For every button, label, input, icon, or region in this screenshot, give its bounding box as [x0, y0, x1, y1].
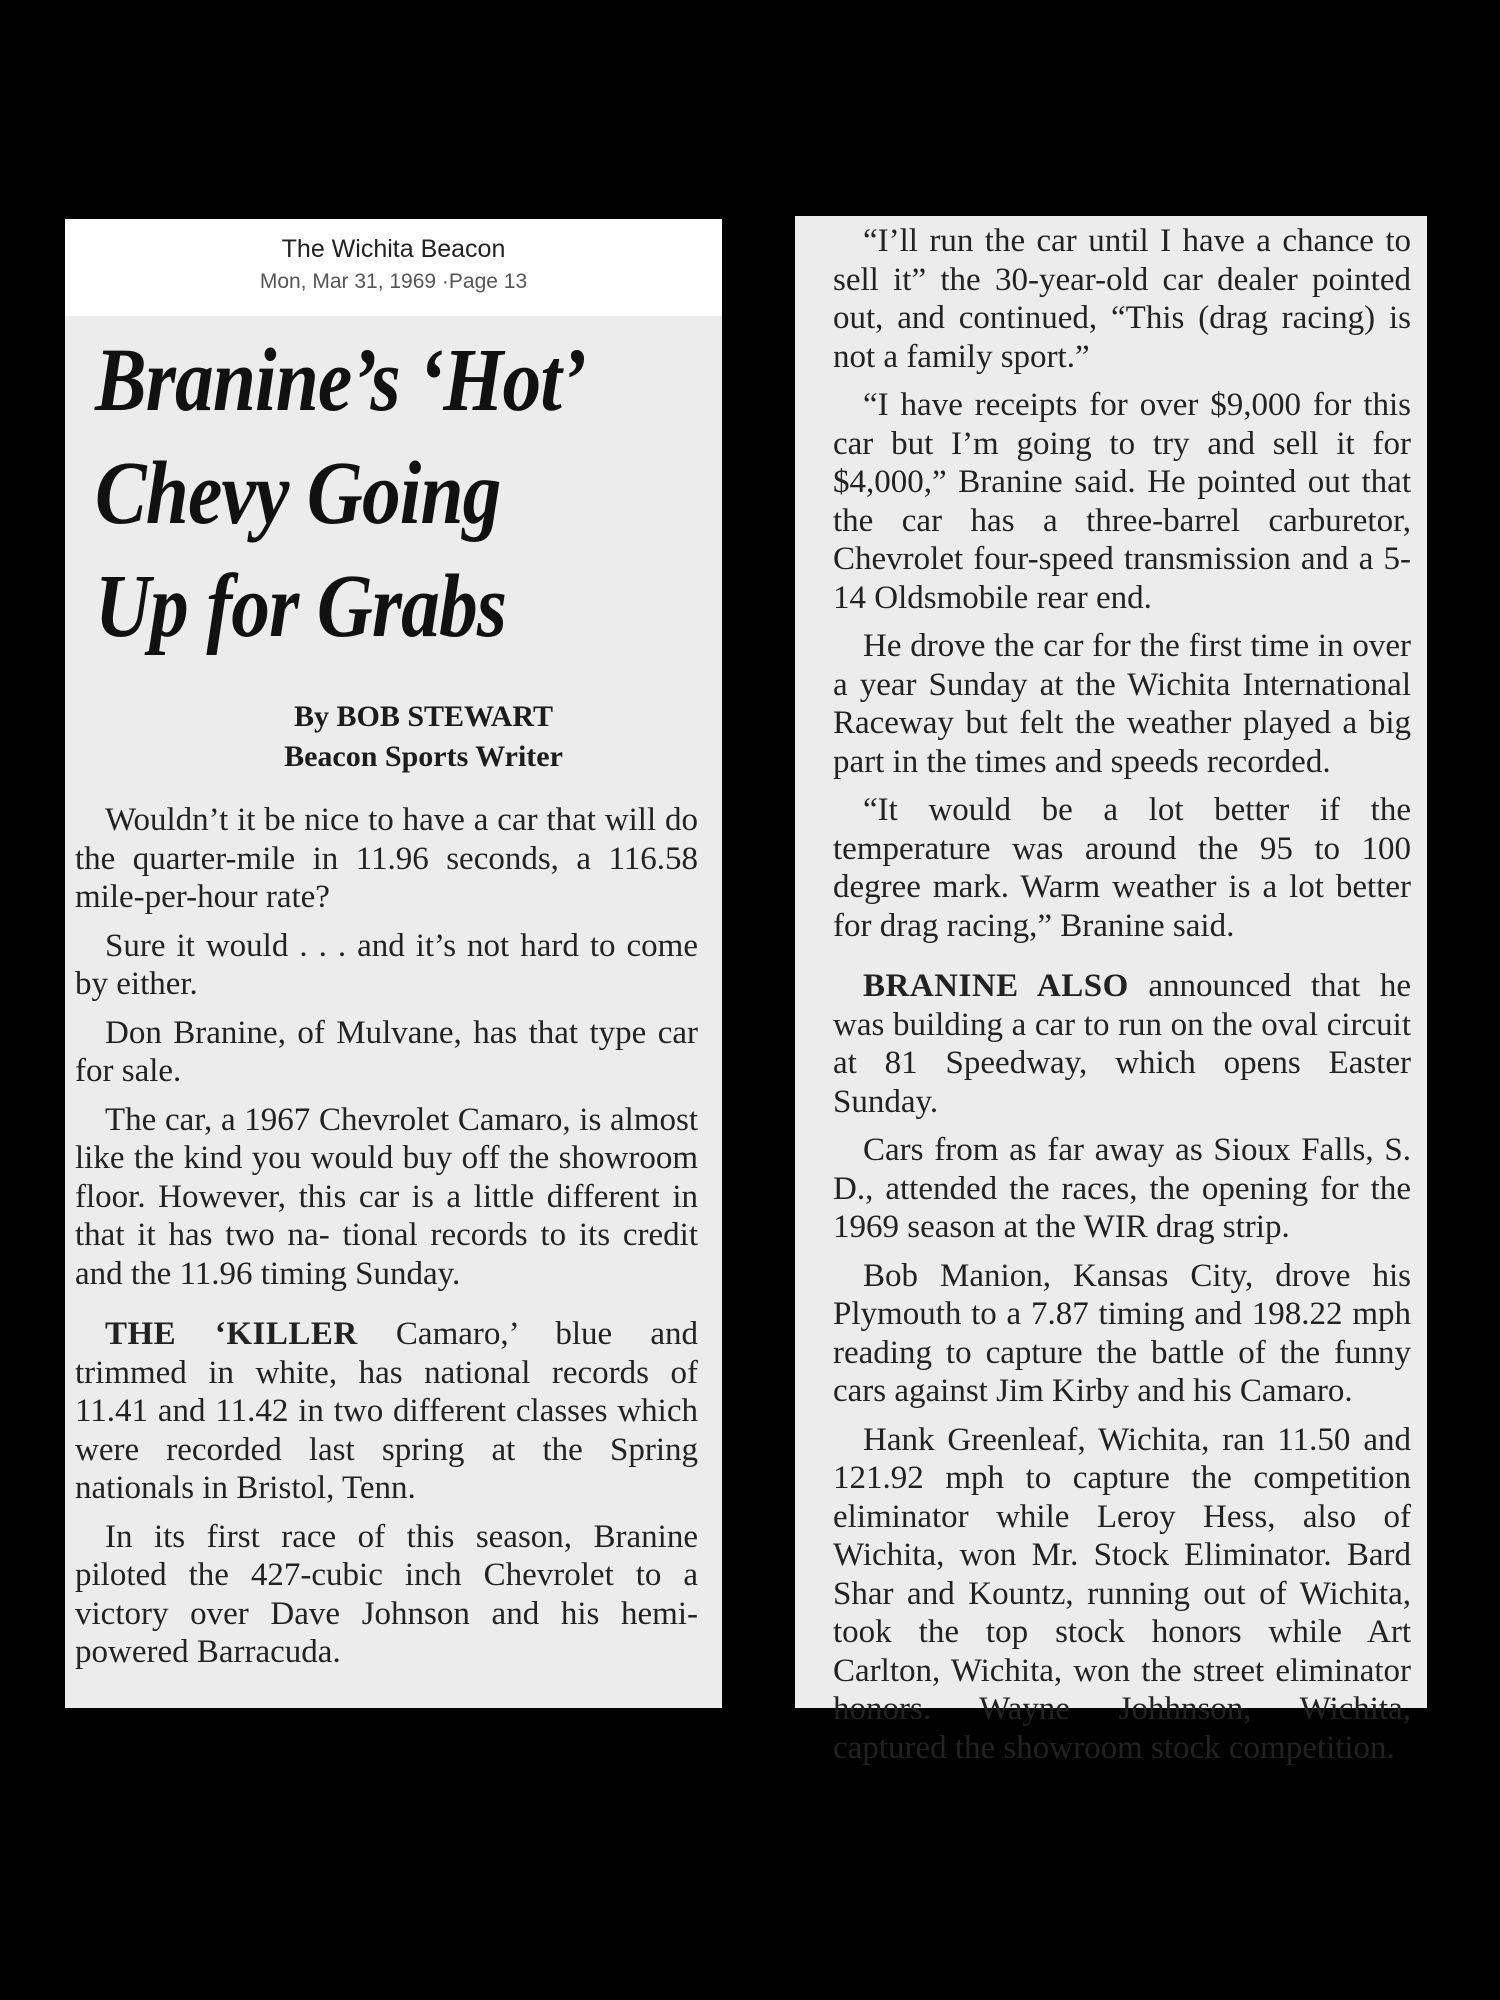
section-paragraph: [75, 1315, 698, 1508]
source-header: [65, 219, 722, 316]
article-paragraph: Sure it would . . . and it’s not hard to come by either.: [75, 927, 698, 1002]
article-body-right: [795, 216, 1427, 1767]
section-lead: THE ‘KILLER: [105, 1316, 358, 1352]
section-lead: BRANINE ALSO: [863, 968, 1129, 1004]
article-paragraph: “I’ll run the car until I have a chance to sell it” the 30-year-old car dealer pointed out, and continued, “This (drag racing) is not a family sport.”: [833, 223, 1411, 375]
article-paragraph: “It would be a lot better if the temperature was around the 95 to 100 degree mark. Warm weather is a lot better for drag racing,” Branine said.: [833, 792, 1411, 944]
section-text: announced that he was building a car to run on the oval circuit at 81 Speedway, which opens Easter Sunday.: [833, 968, 1411, 1120]
publication-date: Mon, Mar 31, 1969 ·Page 13: [259, 270, 528, 293]
newspaper-clipping-left: [65, 219, 722, 1708]
section-paragraph: [833, 967, 1411, 1121]
article-paragraph: Hank Greenleaf, Wichita, ran 11.50 and 121.92 mph to capture the competition eliminator while Leroy Hess, also of Wichita, won Mr. Stock Eliminator. Bard Shar and Kountz, running out of Wichita, took the top stock honors while Art Carlton, Wichita, won the street eliminator honors. Wayne Johhnson, Wichita, captured the showroom stock competition.: [833, 1421, 1411, 1766]
article-paragraph: Bob Manion, Kansas City, drove his Plymouth to a 7.87 timing and 198.22 mph reading to capture the battle of the funny cars against Jim Kirby and his Camaro.: [833, 1257, 1411, 1409]
article-paragraph: Wouldn’t it be nice to have a car that will do the quarter-mile in 11.96 seconds, a 116.58 mile-per-hour rate?: [75, 802, 698, 915]
article-paragraph: He drove the car for the first time in over a year Sunday at the Wichita International Raceway but felt the weather played a big part in the times and speeds recorded.: [833, 628, 1411, 780]
article-paragraph: “I have receipts for over $9,000 for this car but I’m going to try and sell it for $4,000,” Branine said. He pointed out that the car has a three-barrel carburetor, Chevrolet four-speed transmission and a 5-14 Oldsmobile rear end.: [833, 387, 1411, 616]
byline-title: Beacon Sports Writer: [284, 740, 563, 773]
newspaper-clipping-right: [795, 216, 1427, 1766]
article-paragraph: In its first race of this season, Branine piloted the 427-cubic inch Chevrolet to a victory over Dave Johnson and his hemi-powered Barracuda.: [75, 1518, 698, 1670]
article-paragraph: Cars from as far away as Sioux Falls, S. D., attended the races, the opening for the 1969 season at the WIR drag strip.: [833, 1132, 1411, 1245]
article-paragraph: The car, a 1967 Chevrolet Camaro, is almost like the kind you would buy off the showroom floor. However, this car is a little different in that it has two na- tional records to its credit and the 11.96 timing Sunday.: [75, 1101, 698, 1292]
publication-name: The Wichita Beacon: [281, 235, 506, 263]
headline-line: Chevy Going: [95, 444, 501, 543]
headline-line: Branine’s ‘Hot’: [95, 331, 586, 430]
article-body-left: [65, 801, 722, 1672]
headline: [95, 324, 697, 663]
byline-author: By BOB STEWART: [293, 700, 554, 733]
headline-line: Up for Grabs: [95, 557, 507, 656]
byline: [125, 697, 722, 777]
article-paragraph: Don Branine, of Mulvane, has that type car for sale.: [75, 1014, 698, 1089]
section-text: Camaro,’ blue and trimmed in white, has national records of 11.41 and 11.42 in two different classes which were recorded last spring at the Spring nationals in Bristol, Tenn.: [75, 1316, 698, 1506]
